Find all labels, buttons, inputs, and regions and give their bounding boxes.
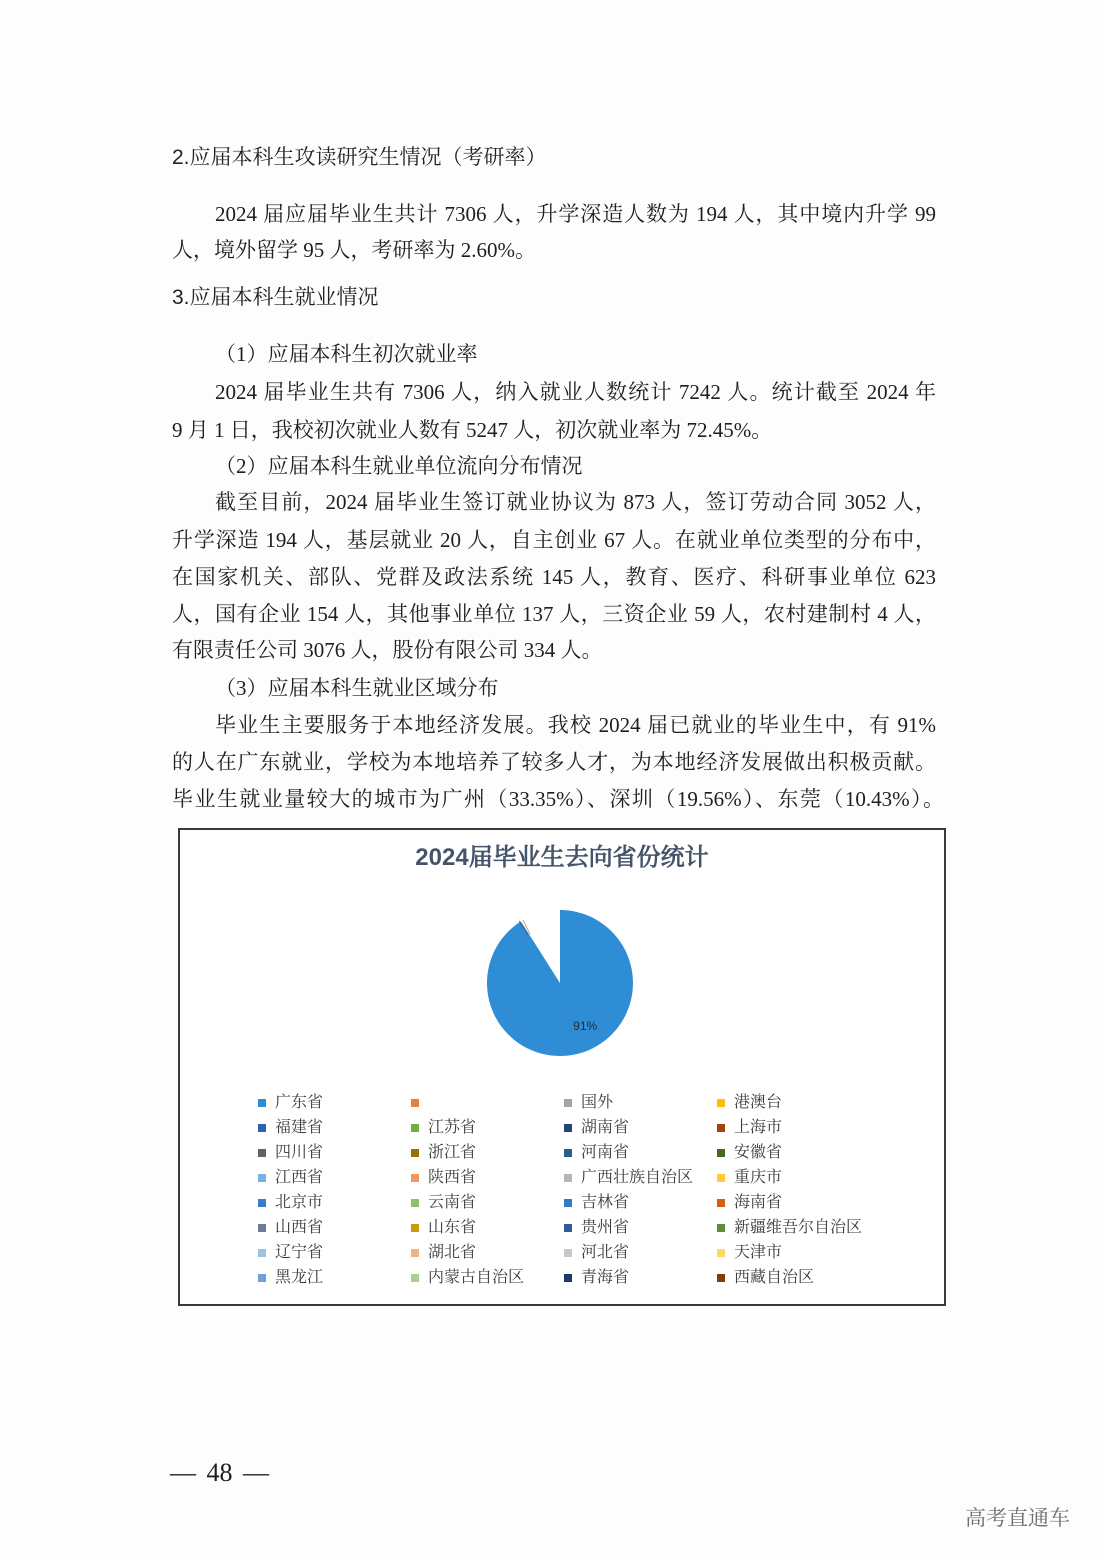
- legend-item: [717, 1115, 870, 1140]
- legend-marker: [411, 1124, 419, 1132]
- legend-marker: [564, 1274, 572, 1282]
- legend-marker: [411, 1099, 419, 1107]
- legend-marker: [411, 1174, 419, 1182]
- legend-marker: [564, 1224, 572, 1232]
- legend-item: [564, 1165, 717, 1190]
- legend-label: 广西壮族自治区: [581, 1169, 694, 1186]
- legend-marker: [717, 1249, 725, 1257]
- legend-item: [564, 1090, 717, 1115]
- paragraph-line: 毕业生就业量较大的城市为广州（33.35%）、深圳（19.56%）、东莞（10.43%）。: [172, 787, 944, 811]
- legend-item: [411, 1140, 564, 1165]
- legend-label: 河南省: [581, 1144, 630, 1161]
- legend-item: [564, 1240, 717, 1265]
- paragraph-line: 的人在广东就业，学校为本地培养了较多人才，为本地经济发展做出积极贡献。: [172, 750, 936, 774]
- legend-label: 青海省: [581, 1269, 630, 1286]
- legend-label: 辽宁省: [275, 1244, 324, 1261]
- legend-item: [258, 1240, 411, 1265]
- subheading-employer-distribution: （2）应届本科生就业单位流向分布情况: [215, 454, 583, 478]
- legend-item: [258, 1115, 411, 1140]
- province-chart: [178, 828, 946, 1306]
- legend-marker: [717, 1224, 725, 1232]
- legend-item: [717, 1090, 870, 1115]
- legend-marker: [717, 1099, 725, 1107]
- legend-item: [717, 1140, 870, 1165]
- legend-marker: [258, 1224, 266, 1232]
- legend-marker: [564, 1099, 572, 1107]
- legend-label: 西藏自治区: [734, 1269, 815, 1286]
- legend-item: [411, 1240, 564, 1265]
- pie-slice: [487, 910, 633, 1056]
- legend-label: 广东省: [275, 1094, 324, 1111]
- legend-marker: [717, 1199, 725, 1207]
- legend-marker: [258, 1199, 266, 1207]
- legend-marker: [564, 1149, 572, 1157]
- legend-label: 陕西省: [428, 1169, 477, 1186]
- paragraph-line: 在国家机关、部队、党群及政法系统 145 人，教育、医疗、科研事业单位 623: [172, 565, 936, 589]
- legend-marker: [717, 1274, 725, 1282]
- legend-item: [258, 1090, 411, 1115]
- legend-marker: [258, 1249, 266, 1257]
- legend-item: [564, 1115, 717, 1140]
- legend-label: 云南省: [428, 1194, 477, 1211]
- subheading-initial-employment-rate: （1）应届本科生初次就业率: [215, 342, 478, 366]
- legend-label: 新疆维吾尔自治区: [734, 1219, 863, 1236]
- section-heading-postgraduate: 2.应届本科生攻读研究生情况（考研率）: [172, 146, 547, 169]
- legend-label: 山东省: [428, 1219, 477, 1236]
- chart-legend: [258, 1090, 870, 1290]
- legend-item: [411, 1165, 564, 1190]
- legend-marker: [258, 1124, 266, 1132]
- legend-label: 四川省: [275, 1144, 324, 1161]
- legend-label: 海南省: [734, 1194, 783, 1211]
- legend-marker: [411, 1199, 419, 1207]
- legend-item: [564, 1265, 717, 1290]
- legend-marker: [564, 1199, 572, 1207]
- legend-label: 国外: [581, 1094, 614, 1111]
- legend-item: [411, 1115, 564, 1140]
- legend-marker: [717, 1124, 725, 1132]
- paragraph-line: 人，国有企业 154 人，其他事业单位 137 人，三资企业 59 人，农村建制村 4 人，: [172, 602, 936, 626]
- page-number: — 48 —: [170, 1458, 269, 1487]
- legend-label: 山西省: [275, 1219, 324, 1236]
- paragraph-line: 人，境外留学 95 人，考研率为 2.60%。: [172, 238, 536, 262]
- pie-data-label: 91%: [573, 1018, 598, 1033]
- paragraph-line: 毕业生主要服务于本地经济发展。我校 2024 届已就业的毕业生中，有 91%: [215, 713, 936, 737]
- legend-label: 江苏省: [428, 1119, 477, 1136]
- legend-marker: [717, 1149, 725, 1157]
- legend-item: [717, 1265, 870, 1290]
- legend-item: [411, 1090, 564, 1115]
- subheading-region-distribution: （3）应届本科生就业区域分布: [215, 676, 499, 700]
- legend-marker: [411, 1274, 419, 1282]
- chart-title: 2024届毕业生去向省份统计: [415, 844, 709, 871]
- legend-item: [717, 1215, 870, 1240]
- legend-marker: [564, 1249, 572, 1257]
- legend-marker: [258, 1174, 266, 1182]
- paragraph-line: 截至目前，2024 届毕业生签订就业协议为 873 人，签订劳动合同 3052 人，: [215, 490, 936, 514]
- legend-marker: [564, 1124, 572, 1132]
- legend-marker: [411, 1149, 419, 1157]
- legend-label: 上海市: [734, 1119, 783, 1136]
- paragraph-line: 9 月 1 日，我校初次就业人数有 5247 人，初次就业率为 72.45%。: [172, 418, 773, 442]
- legend-item: [717, 1190, 870, 1215]
- legend-item: [258, 1140, 411, 1165]
- legend-item: [411, 1265, 564, 1290]
- legend-label: 浙江省: [428, 1144, 477, 1161]
- legend-item: [717, 1165, 870, 1190]
- legend-item: [258, 1215, 411, 1240]
- legend-marker: [717, 1174, 725, 1182]
- legend-marker: [258, 1274, 266, 1282]
- legend-marker: [258, 1099, 266, 1107]
- legend-label: 江西省: [275, 1169, 324, 1186]
- legend-item: [258, 1190, 411, 1215]
- legend-label: 天津市: [734, 1244, 783, 1261]
- legend-marker: [564, 1174, 572, 1182]
- legend-item: [717, 1240, 870, 1265]
- pie-slices: [487, 910, 633, 1056]
- legend-item: [258, 1265, 411, 1290]
- legend-label: 黑龙江: [275, 1269, 324, 1286]
- legend-label: 河北省: [581, 1244, 630, 1261]
- legend-marker: [258, 1149, 266, 1157]
- section-heading-employment: 3.应届本科生就业情况: [172, 286, 379, 309]
- legend-label: 湖南省: [581, 1119, 630, 1136]
- legend-label: 北京市: [275, 1194, 324, 1211]
- legend-item: [258, 1165, 411, 1190]
- legend-label: 重庆市: [734, 1169, 783, 1186]
- legend-label: 湖北省: [428, 1244, 477, 1261]
- legend-item: [564, 1140, 717, 1165]
- watermark: 高考直通车: [965, 1507, 1070, 1530]
- paragraph-line: 2024 届应届毕业生共计 7306 人，升学深造人数为 194 人，其中境内升学 99: [215, 202, 936, 226]
- legend-label: 内蒙古自治区: [428, 1269, 525, 1286]
- legend-marker: [411, 1224, 419, 1232]
- legend-item: [564, 1190, 717, 1215]
- paragraph-line: 有限责任公司 3076 人，股份有限公司 334 人。: [172, 638, 603, 662]
- legend-label: 吉林省: [581, 1194, 630, 1211]
- legend-label: 安徽省: [734, 1144, 783, 1161]
- legend-marker: [411, 1249, 419, 1257]
- legend-item: [564, 1215, 717, 1240]
- paragraph-line: 升学深造 194 人，基层就业 20 人，自主创业 67 人。在就业单位类型的分布中，: [172, 528, 936, 552]
- legend-item: [411, 1190, 564, 1215]
- legend-label: 港澳台: [734, 1094, 783, 1111]
- legend-label: 福建省: [275, 1119, 324, 1136]
- legend-item: [411, 1215, 564, 1240]
- paragraph-line: 2024 届毕业生共有 7306 人，纳入就业人数统计 7242 人。统计截至 2024 年: [215, 380, 936, 404]
- legend-label: 贵州省: [581, 1219, 630, 1236]
